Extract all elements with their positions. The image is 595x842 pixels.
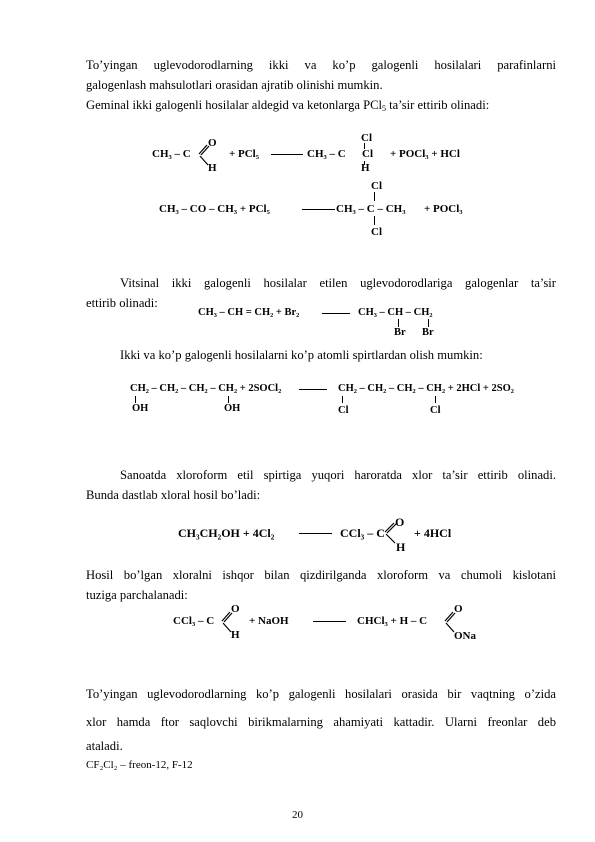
geminal-text-post: ta’sir ettirib olinadi:	[386, 98, 490, 112]
paragraph-polyhalide: Ikki va ko’p galogenli hosilalarni ko’p atomli spirtlardan olish mumkin:	[120, 348, 483, 362]
eq5-arrow	[299, 533, 332, 534]
eq4-arrow	[299, 389, 327, 390]
eq4-cl-2: Cl	[430, 405, 441, 416]
eq5-oxygen: O	[395, 515, 405, 529]
eq1-cl-top: Cl	[361, 132, 372, 144]
eq3-product: CH₃ – CH – CH₂	[358, 307, 433, 318]
eq3-br-1: Br	[394, 327, 406, 338]
page-number: 20	[292, 809, 303, 821]
eq2-product: CH₃ – C – CH₃	[336, 203, 406, 215]
eq1-oxygen: O	[208, 137, 217, 149]
eq3-bond-1	[398, 319, 399, 327]
eq1-cl-right: Cl	[362, 148, 373, 160]
eq5-left: CH₃CH₂OH + 4Cl₂	[178, 526, 275, 540]
eq6-oxygen: O	[231, 603, 240, 615]
geminal-subscript: 5	[382, 104, 387, 113]
paragraph-decomposition-line2: tuziga parchalanadi:	[86, 588, 188, 602]
eq4-left: CH₂ – CH₂ – CH₂ – CH₂ + 2SOCl₂	[130, 383, 282, 394]
eq6-reagent: + NaOH	[249, 615, 289, 627]
paragraph-vicinal-line2: ettirib olinadi:	[86, 296, 158, 310]
freon-note: CF₂Cl₂ – freon-12, F-12	[86, 759, 193, 771]
eq1-byproducts: + POCl₃ + HCl	[390, 148, 460, 160]
paragraph-intro-line1: To’yingan uglevodorodlarning ikki va ko’p galogenli hosilalari parafinlarni	[86, 58, 556, 72]
paragraph-chloroform-line2: Bunda dastlab xloral hosil bo’ladi:	[86, 488, 261, 502]
eq4-bond-cl2	[435, 396, 436, 403]
eq1-product: CH₃ – C	[307, 148, 346, 160]
eq4-oh-1: OH	[132, 403, 149, 414]
eq5-product: CCl₃ – C	[340, 526, 385, 540]
eq4-product: CH₂ – CH₂ – CH₂ – CH₂ + 2HCl + 2SO₂	[338, 383, 514, 394]
eq1-hydrogen: H	[208, 162, 217, 174]
eq2-bond-bottom	[374, 216, 375, 225]
eq2-cl-bottom: Cl	[371, 226, 382, 238]
eq4-cl-1: Cl	[338, 405, 349, 416]
paragraph-geminal	[86, 96, 556, 116]
eq2-arrow	[302, 209, 335, 210]
eq6-product: CHCl₃ + H – C	[357, 615, 428, 627]
eq4-oh-2: OH	[224, 403, 241, 414]
eq6-arrow	[313, 621, 346, 622]
eq6-hydrogen: H	[231, 629, 240, 641]
eq6-ona: ONa	[454, 630, 476, 642]
paragraph-chloroform-line1: Sanoatda xloroform etil spirtiga yuqori haroratda xlor ta’sir ettirib olinadi.	[120, 468, 556, 482]
eq4-bond-oh1	[135, 396, 136, 403]
eq2-cl-top: Cl	[371, 180, 382, 192]
eq3-left: CH₃ – CH = CH₂ + Br₂	[198, 307, 300, 318]
eq3-arrow	[322, 313, 350, 314]
paragraph-freons-line3: ataladi.	[86, 739, 123, 753]
eq1-h-bottom: H	[361, 162, 370, 174]
paragraph-freons-line2: xlor hamda ftor saqlovchi birikmalarning ahamiyati kattadir. Ularni freonlar deb	[86, 715, 556, 729]
eq1-arrow	[271, 154, 303, 155]
paragraph-decomposition-line1: Hosil bo’lgan xloralni ishqor bilan qizdirilganda xloroform va chumoli kislotani	[86, 568, 556, 582]
eq5-hydrogen: H	[396, 540, 406, 554]
eq5-byproduct: + 4HCl	[414, 526, 452, 540]
eq4-bond-oh2	[228, 396, 229, 403]
eq1-left: CH₃ – C	[152, 148, 191, 160]
eq2-bond-top	[374, 192, 375, 201]
eq3-br-2: Br	[422, 327, 434, 338]
geminal-text-pre: Geminal ikki galogenli hosilalar aldegid va ketonlarga PCl	[86, 98, 383, 112]
eq4-bond-cl1	[342, 396, 343, 403]
eq6-oxygen-2: O	[454, 603, 463, 615]
paragraph-vicinal-line1: Vitsinal ikki galogenli hosilalar etilen uglevodorodlariga galogenlar ta’sir	[120, 276, 556, 290]
paragraph-intro-line2: galogenlash mahsulotlari orasidan ajratib olinishi mumkin.	[86, 78, 383, 92]
eq6-left: CCl₃ – C	[173, 615, 215, 627]
paragraph-freons-line1: To’yingan uglevodorodlarning ko’p galogenli hosilalari orasida bir vaqtning o’zida	[86, 687, 556, 701]
eq3-bond-2	[428, 319, 429, 327]
eq2-left: CH₃ – CO – CH₃ + PCl₅	[159, 203, 270, 215]
eq1-reagent: + PCl₅	[229, 148, 260, 160]
eq2-byproduct: + POCl₃	[424, 203, 463, 215]
